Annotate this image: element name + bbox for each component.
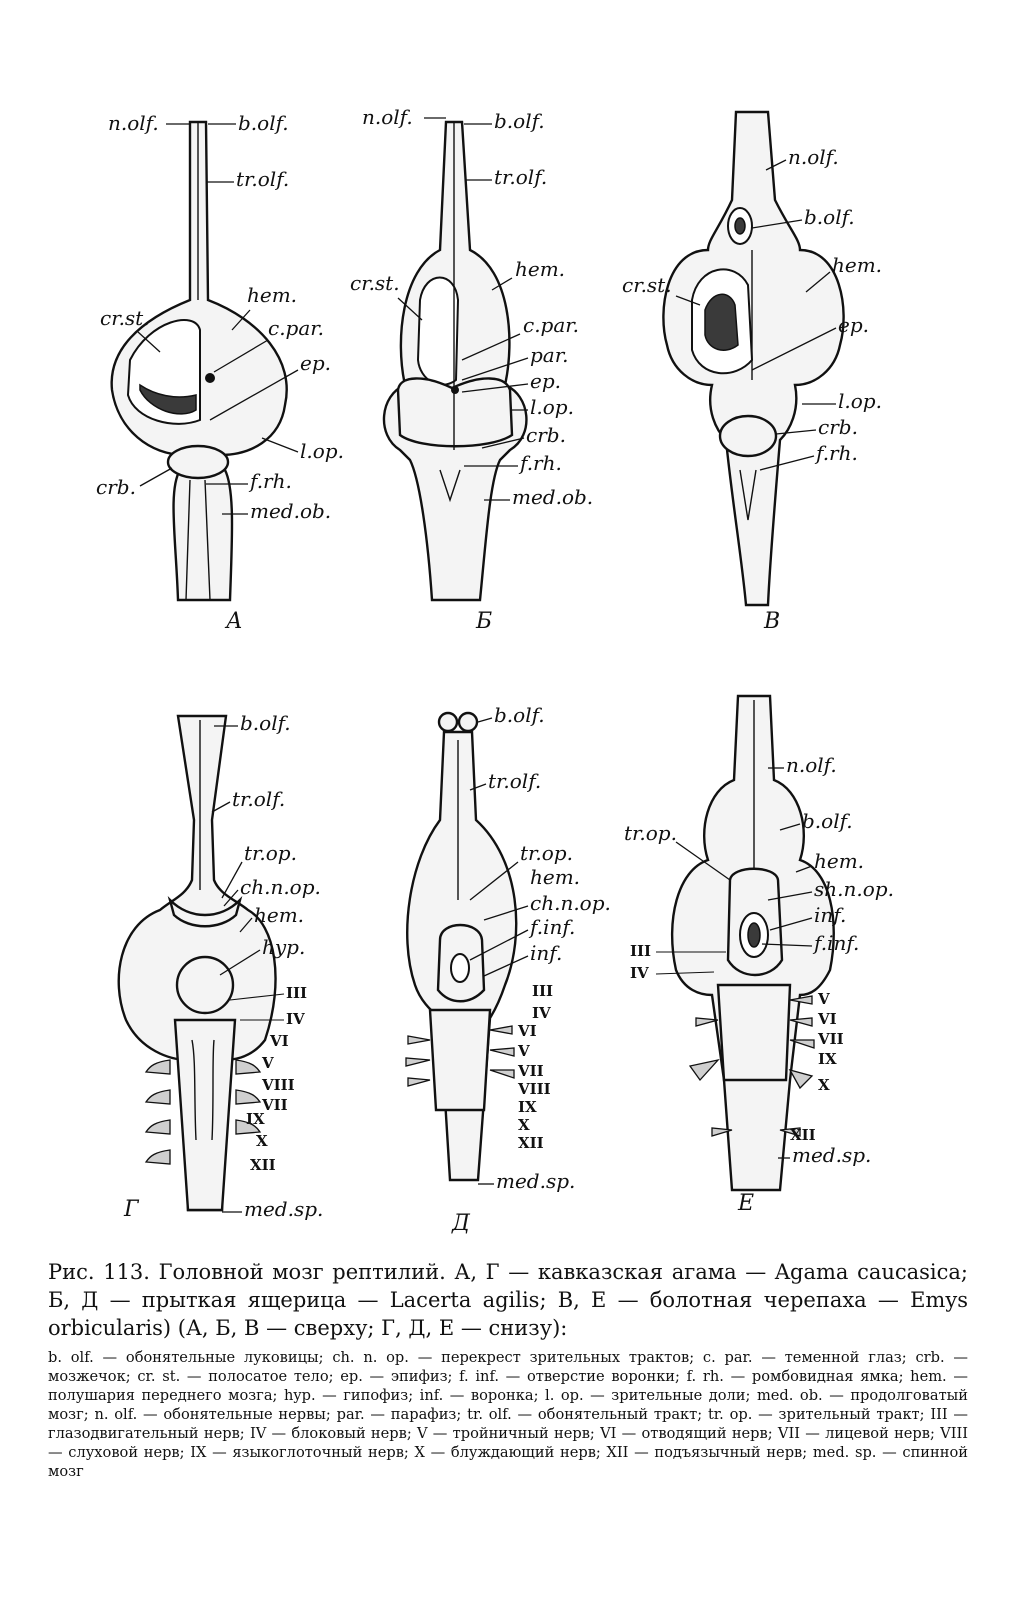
label-ep: ep. [838, 313, 869, 337]
panel-v [622, 112, 882, 634]
label-f-rh: f.rh. [520, 451, 562, 475]
label-ep: ep. [300, 351, 331, 375]
panel-e [624, 696, 894, 1216]
panel-b-letter: Б [476, 609, 493, 634]
label-nerve-x: X [256, 1132, 268, 1150]
label-l-op: l.op. [838, 389, 882, 413]
label-cr-st: cr.st. [350, 271, 400, 295]
panel-v-letter: В [764, 609, 781, 634]
label-f-inf: f.inf. [814, 931, 860, 955]
label-hem: hem. [814, 849, 865, 873]
label-tr-olf: tr.olf. [488, 769, 542, 793]
label-inf: inf. [814, 903, 847, 927]
label-ch-n-op: ch.n.op. [240, 875, 321, 899]
panel-g [119, 711, 324, 1222]
label-nerve-iv: IV [532, 1004, 551, 1022]
label-hyp: hyp. [262, 935, 306, 959]
label-nerve-vi: VI [270, 1032, 289, 1050]
label-crb: crb. [818, 415, 858, 439]
label-nerve-ix: IX [518, 1098, 537, 1116]
panel-b-brain [384, 122, 526, 600]
label-par: par. [530, 343, 569, 367]
label-nerve-x: X [518, 1116, 530, 1134]
label-b-olf: b.olf. [494, 109, 545, 133]
label-n-olf: n.olf. [786, 753, 837, 777]
label-med-sp: med.sp. [792, 1143, 872, 1167]
label-nerve-vi: VI [818, 1010, 837, 1028]
label-hem: hem. [254, 903, 305, 927]
label-nerve-iv: IV [286, 1010, 305, 1028]
label-med-sp: med.sp. [244, 1197, 324, 1221]
label-f-rh: f.rh. [250, 469, 292, 493]
label-med-ob: med.ob. [250, 499, 332, 523]
panel-g-letter: Г [124, 1197, 139, 1222]
label-l-op: l.op. [300, 439, 344, 463]
label-l-op: l.op. [530, 395, 574, 419]
label-nerve-vii: VII [518, 1062, 544, 1080]
label-tr-op: tr.op. [520, 841, 573, 865]
label-n-olf: n.olf. [788, 145, 839, 169]
label-nerve-iv: IV [630, 964, 649, 982]
label-tr-op: tr.op. [624, 821, 677, 845]
label-hem: hem. [530, 865, 581, 889]
label-hem: hem. [832, 253, 883, 277]
label-f-inf: f.inf. [530, 915, 576, 939]
panel-a-letter: А [226, 609, 243, 634]
label-nerve-v: V [818, 990, 830, 1008]
label-b-olf: b.olf. [802, 809, 853, 833]
panel-a [96, 111, 344, 634]
label-nerve-iii: III [286, 984, 308, 1002]
label-sh-n-op: sh.n.op. [814, 877, 894, 901]
label-nerve-iii: III [532, 982, 554, 1000]
label-inf: inf. [530, 941, 563, 965]
label-n-olf: n.olf. [108, 111, 159, 135]
label-nerve-v: V [262, 1054, 274, 1072]
figure-caption [48, 1258, 968, 1481]
label-f-rh: f.rh. [816, 441, 858, 465]
panel-e-letter: Е [738, 1191, 755, 1216]
label-nerve-vi: VI [518, 1022, 537, 1040]
label-nerve-xii: XII [518, 1134, 544, 1152]
label-b-olf: b.olf. [238, 111, 289, 135]
label-ch-n-op: ch.n.op. [530, 891, 611, 915]
caption-legend: b. olf. — обонятельные луковицы; ch. n. op. — перекрест зрительных трактов; c. par. — теменной глаз; crb. — мозжечок; cr. st. — полосатое тело; ep. — эпифиз; f. inf. — отверстие воронки; f. rh. — ромбовидная ямка; hem. — полушария переднего мозга; hyp. — гипофиз; inf. — воронка; l. op. — зрительные доли; med. ob. — продолговатый мозг; n. olf. — обонятельные нервы; par. — парафиз; tr. olf. — обонятельный тракт; tr. op. — зрительный тракт; III — глазодвигательный нерв; IV — блоковый нерв; V — тройничный нерв; VI — отводящий нерв; VII — лицевой нерв; VIII — слуховой нерв; IX — языкоглоточный нерв; X — блуждающий нерв; XII — подъязычный нерв; med. sp. — спинной мозг [48, 1349, 968, 1480]
panel-a-brain [112, 122, 290, 600]
panel-v-brain [663, 112, 843, 605]
label-c-par: c.par. [268, 316, 325, 340]
label-nerve-xii: XII [790, 1126, 816, 1144]
label-tr-olf: tr.olf. [494, 165, 548, 189]
label-ep: ep. [530, 369, 561, 393]
label-nerve-ix: IX [818, 1050, 837, 1068]
panel-d [406, 703, 611, 1236]
label-hem: hem. [515, 257, 566, 281]
label-nerve-x: X [818, 1076, 830, 1094]
label-n-olf: n.olf. [362, 105, 413, 129]
label-nerve-v: V [518, 1042, 530, 1060]
label-b-olf: b.olf. [494, 703, 545, 727]
label-tr-op: tr.op. [244, 841, 297, 865]
label-crb: crb. [526, 423, 566, 447]
label-b-olf: b.olf. [240, 711, 291, 735]
label-med-ob: med.ob. [512, 485, 594, 509]
label-tr-olf: tr.olf. [232, 787, 286, 811]
label-nerve-vii: VII [818, 1030, 844, 1048]
panel-b [350, 105, 593, 634]
label-c-par: c.par. [523, 313, 580, 337]
label-nerve-viii: VIII [262, 1076, 295, 1094]
label-tr-olf: tr.olf. [236, 167, 290, 191]
label-nerve-xii: XII [250, 1156, 276, 1174]
caption-title: Рис. 113. Головной мозг рептилий. А, Г — кавказская агама — Agama caucasica; Б, Д — прыткая ящерица — Lacerta agilis; В, Е — болотная черепаха — Emys orbicularis) (А, Б, В — сверху; Г, Д, Е — снизу): [48, 1260, 968, 1340]
label-crb: crb. [96, 475, 136, 499]
label-cr-st: cr.st. [622, 273, 672, 297]
label-hem: hem. [247, 283, 298, 307]
label-nerve-ix: IX [246, 1110, 265, 1128]
label-med-sp: med.sp. [496, 1169, 576, 1193]
label-nerve-vii: VII [262, 1096, 288, 1114]
label-nerve-iii: III [630, 942, 652, 960]
panel-d-letter: Д [452, 1211, 470, 1236]
label-b-olf: b.olf. [804, 205, 855, 229]
label-nerve-viii: VIII [518, 1080, 551, 1098]
label-cr-st: cr.st. [100, 306, 150, 330]
